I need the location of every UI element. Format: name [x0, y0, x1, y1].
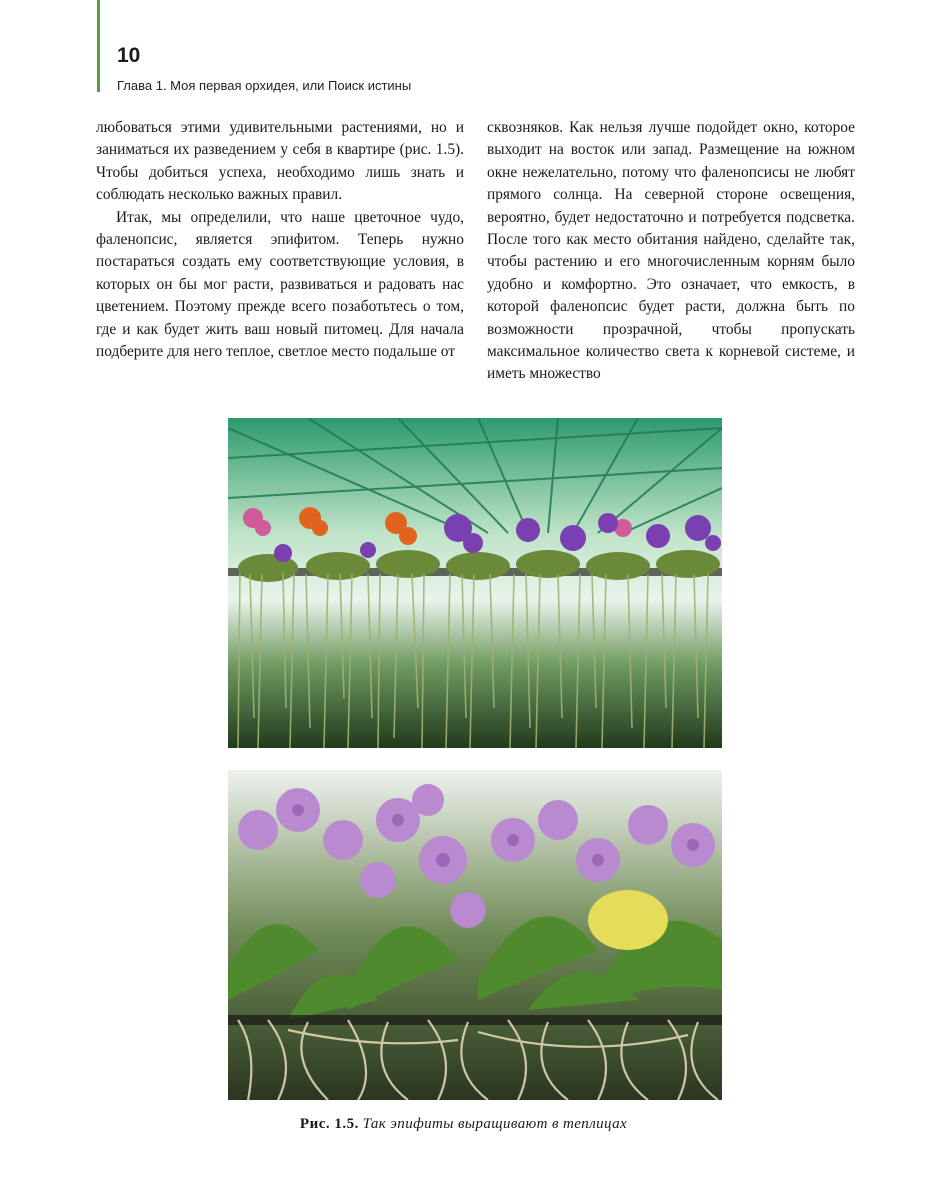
lilac-orchids-photo	[228, 770, 722, 1100]
page-number: 10	[117, 44, 141, 67]
figure-label: Рис. 1.5.	[299, 1116, 359, 1132]
text-column-left	[96, 117, 464, 363]
paragraph: Итак, мы определили, что наше цветочное чудо, фаленопсис, является эпифитом. Теперь нужно постараться создать ему соответствующие условия, в которых он бы мог расти, развиваться и радовать нас цветением. Поэтому прежде всего позаботьтесь о том, где и как будет жить ваш новый питомец. Для начала подберите для него теплое, светлое место подальше от	[96, 208, 464, 361]
figure-caption-text: Так эпифиты выращивают в теплицах	[362, 1116, 628, 1132]
paragraph: сквозняков. Как нельзя лучше подойдет окно, которое выходит на восток или запад. Размещение на южном окне нежелательно, потому что фаленопсисы не любят прямого солнца. На северной стороне освещения, вероятно, будет недостаточно и потребуется подсветка. После того как место обитания найдено, сделайте так, чтобы растению и его многочисленным корням было удобно и комфортно. Это означает, что емкость, в которой фаленопсис будет расти, должна быть по возможности прозрачной, чтобы пропускать максимальное количество света к корневой системе, и иметь множество	[487, 119, 855, 383]
paragraph: любоваться этими удивительными растениями, но и заниматься их разведением у себя в квартире (рис. 1.5). Чтобы добиться успеха, необходимо лишь знать и соблюдать несколько важных правил.	[96, 119, 464, 204]
greenhouse-orchids-photo	[228, 418, 722, 748]
figure-caption	[0, 1116, 927, 1133]
text-column-right	[487, 117, 855, 386]
header-accent-line	[97, 0, 100, 92]
chapter-title: Глава 1. Моя первая орхидея, или Поиск истины	[117, 78, 412, 93]
